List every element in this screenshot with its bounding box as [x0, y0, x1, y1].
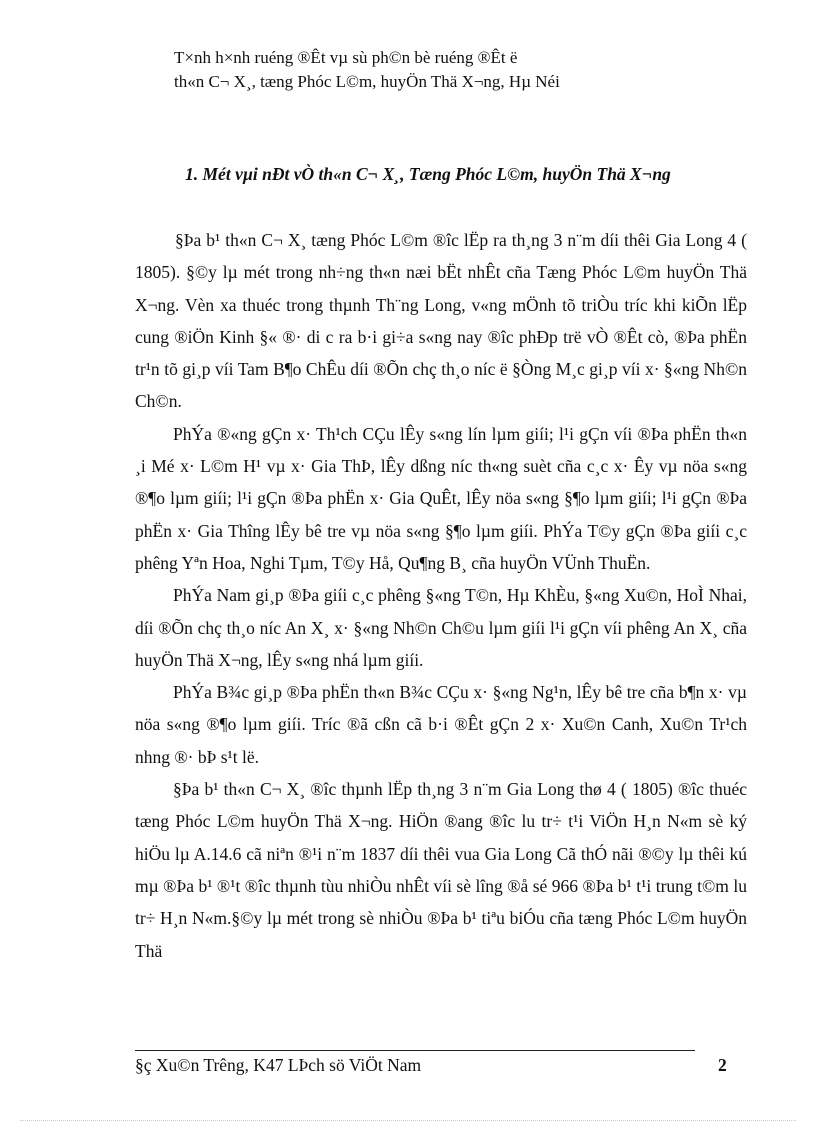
page-number: 2 [718, 1055, 727, 1075]
paragraph-2: PhÝa ®«ng gÇn x· Th¹ch CÇu lÊy s«ng lín lµm giíi; l¹i gÇn víi ®Þa phËn th«n ¸i Mé x· L©m H¹ vµ x· Gia ThÞ, lÊy dßng níc th«ng suèt cña c¸c x· Êy vµ nöa s«ng ®¶o lµm giíi; l¹i gÇn ®Þa phËn x· Gia QuÊt, lÊy nöa s«ng §¶o lµm giíi; l¹i gÇn ®Þa phËn x· Gia Thîng lÊy bê tre vµ nöa s«ng §¶o lµm giíi. PhÝa T©y gÇn ®Þa giíi c¸c phêng Yªn Hoa, Nghi Tµm, T©y Hå, Qu¶ng B¸ cña huyÖn VÜnh ThuËn. [135, 423, 747, 573]
section-heading: 1. Mét vµi nÐt vÒ th«n C¬ X¸, Tæng Phóc L©m, huyÖn Thä X¬ng [185, 164, 671, 184]
document-header [174, 46, 734, 94]
footer-divider [135, 1050, 695, 1051]
paragraph-4: PhÝa B¾c gi¸p ®Þa phËn th«n B¾c CÇu x· §«ng Ng¹n, lÊy bê tre cña b¶n x· vµ nöa s«ng ®¶o lµm giíi. Tríc ®ã cßn cã b·i ®Êt gÇn 2 x· Xu©n Canh, Xu©n Tr¹ch nhng ®· bÞ s¹t lë. [135, 682, 747, 767]
paragraph-5: §Þa b¹ th«n C¬ X¸ ®îc thµnh lËp th¸ng 3 n¨m Gia Long thø 4 ( 1805) ®îc thuéc tæng Phóc L©m huyÖn Thä X¬ng. HiÖn ®ang ®îc lu tr÷ t¹i ViÖn H¸n N«m sè ký hiÖu lµ A.14.6 cã niªn ®¹i n¨m 1837 díi thêi vua Gia Long Cã thÓ nãi ®©y lµ thêi kú mµ ®Þa b¹ ®¹t ®îc thµnh tùu nhiÒu nhÊt víi sè lîng ®å sé 966 ®Þa b¹ t¹i trung t©m lu tr÷ H¸n N«m.§©y lµ mét trong sè nhiÒu ®Þa b¹ tiªu biÓu cña tæng Phóc L©m huyÖn Thä [135, 779, 747, 961]
footer-author: §ç Xu©n Trêng, K47 LÞch sö ViÖt Nam [135, 1055, 422, 1075]
paragraph-3: PhÝa Nam gi¸p ®Þa giíi c¸c phêng §«ng T©n, Hµ KhÈu, §«ng Xu©n, HoÌ Nhai, díi ®Õn chç th¸o níc An X¸ x· §«ng Nh©n Ch©u lµm giíi l¹i gÇn víi phêng An X¸ cña huyÖn Thä X¬ng, lÊy s«ng nhá lµm giíi. [135, 585, 747, 670]
header-line-2: th«n C¬ X¸, tæng Phóc L©m, huyÖn Thä X¬ng, Hµ Néi [174, 72, 560, 91]
paragraph-1: §Þa b¹ th«n C¬ X¸ tæng Phóc L©m ®îc lËp ra th¸ng 3 n¨m díi thêi Gia Long 4 ( 1805). §©y lµ mét trong nh÷ng th«n næi bËt nhÊt cña Tæng Phóc L©m huyÖn Thä X¬ng. Vèn xa thuéc trong thµnh Th¨ng Long, v«ng mÖnh tõ triÒu tríc khi kiÕn lËp cung ®iÖn Kinh §« ®· di c ra b·i gi÷a s«ng nay ®îc phÐp trë vÒ ®Êt cò, ®Þa phËn tr¹n tõ gi¸p víi Tam B¶o ChÊu díi ®Õn chç th¸o níc ë §Òng M¸c gi¸p víi x· §«ng Nh©n Ch©n. [135, 230, 747, 412]
document-body [135, 224, 747, 967]
header-line-1: T×nh h×nh ruéng ®Êt vµ sù ph©n bè ruéng ®Êt ë [174, 48, 518, 67]
page-bottom-edge [20, 1120, 796, 1121]
